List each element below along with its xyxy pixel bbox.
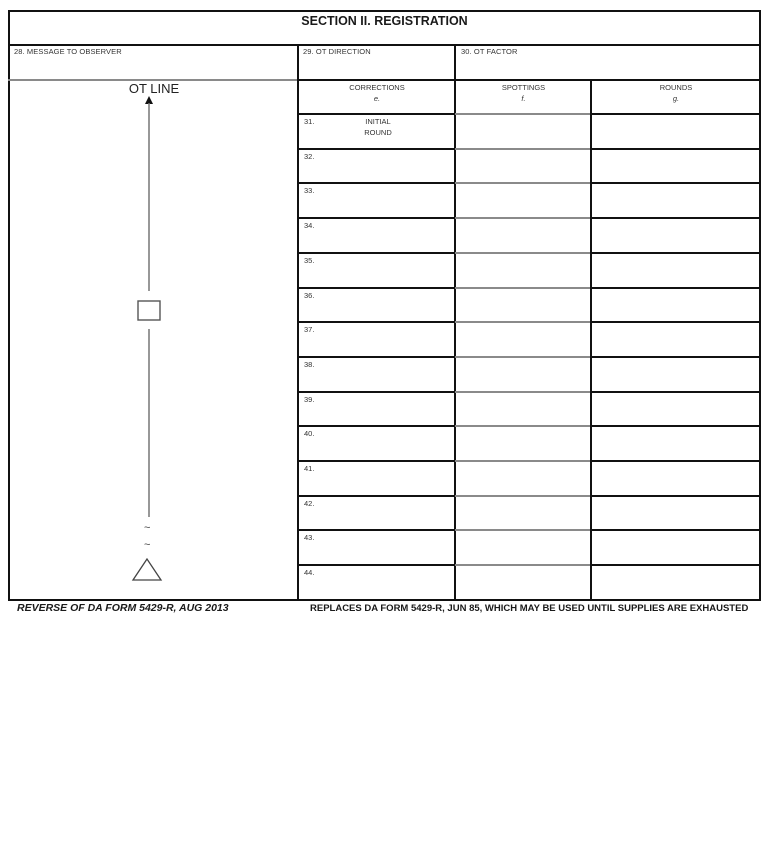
row-number: 33. — [304, 186, 315, 195]
spottings-cell[interactable] — [456, 566, 590, 598]
divider — [297, 79, 761, 81]
round-label: ROUND — [364, 128, 392, 137]
corrections-title: CORRECTIONS — [349, 83, 405, 92]
spottings-cell[interactable] — [456, 427, 590, 459]
rounds-cell[interactable] — [592, 254, 759, 286]
rounds-sub: g. — [672, 94, 680, 103]
rounds-cell[interactable] — [592, 427, 759, 459]
ot-line-diagram — [10, 95, 297, 595]
row-number: 43. — [304, 533, 315, 542]
spottings-cell[interactable] — [456, 358, 590, 390]
corrections-cell[interactable] — [299, 323, 454, 355]
row-number: 34. — [304, 221, 315, 230]
rounds-cell[interactable] — [592, 393, 759, 425]
ot-direction-field[interactable] — [300, 56, 454, 79]
row-number: 42. — [304, 499, 315, 508]
spottings-title: SPOTTINGS — [501, 83, 546, 92]
row-number: 35. — [304, 256, 315, 265]
rounds-cell[interactable] — [592, 566, 759, 598]
row-number: 40. — [304, 429, 315, 438]
row-number: 39. — [304, 395, 315, 404]
observer-square-icon — [138, 301, 160, 320]
rounds-cell[interactable] — [592, 497, 759, 529]
message-to-observer-field[interactable] — [10, 56, 297, 79]
rounds-header — [592, 82, 760, 104]
corrections-cell[interactable] — [299, 184, 454, 216]
break-tilde-icon: ~ — [144, 539, 151, 551]
corrections-cell[interactable] — [299, 254, 454, 286]
spottings-cell[interactable] — [456, 462, 590, 494]
row-number: 41. — [304, 464, 315, 473]
spottings-cell[interactable] — [456, 184, 590, 216]
corrections-cell[interactable] — [299, 566, 454, 598]
spottings-cell[interactable] — [456, 497, 590, 529]
rounds-cell[interactable] — [592, 462, 759, 494]
row-number: 38. — [304, 360, 315, 369]
ot-factor-label: 30. OT FACTOR — [461, 47, 518, 56]
message-to-observer-label: 28. MESSAGE TO OBSERVER — [14, 47, 122, 56]
corrections-cell[interactable] — [299, 358, 454, 390]
rounds-title: ROUNDS — [659, 83, 693, 92]
rounds-cell[interactable] — [592, 150, 759, 182]
rounds-cell[interactable] — [592, 323, 759, 355]
initial-label: INITIAL — [365, 117, 391, 126]
corrections-cell[interactable] — [299, 427, 454, 459]
section-title: SECTION II. REGISTRATION — [301, 14, 468, 28]
ot-line-label: OT LINE — [128, 81, 180, 96]
corrections-cell[interactable] — [299, 497, 454, 529]
ot-factor-field[interactable] — [457, 56, 759, 79]
spottings-sub: f. — [521, 94, 526, 103]
spottings-cell[interactable] — [456, 289, 590, 321]
corrections-cell[interactable] — [299, 219, 454, 251]
spottings-cell[interactable] — [456, 323, 590, 355]
initial-round-label — [350, 116, 406, 138]
replaces-note-footer: REPLACES DA FORM 5429-R, JUN 85, WHICH MAY BE USED UNTIL SUPPLIES ARE EXHAUSTED — [310, 603, 749, 614]
rounds-cell[interactable] — [592, 184, 759, 216]
row-number: 36. — [304, 291, 315, 300]
corrections-cell[interactable] — [299, 150, 454, 182]
rounds-cell[interactable] — [592, 115, 759, 147]
rounds-cell[interactable] — [592, 289, 759, 321]
spottings-cell[interactable] — [456, 150, 590, 182]
corrections-cell[interactable] — [299, 289, 454, 321]
corrections-header — [299, 82, 455, 104]
spottings-header — [456, 82, 591, 104]
rounds-cell[interactable] — [592, 531, 759, 563]
corrections-cell[interactable] — [299, 462, 454, 494]
ot-direction-label: 29. OT DIRECTION — [303, 47, 371, 56]
row-number: 31. — [304, 117, 315, 126]
row-number: 32. — [304, 152, 315, 161]
spottings-cell[interactable] — [456, 393, 590, 425]
spottings-cell[interactable] — [456, 531, 590, 563]
form-number-footer: REVERSE OF DA FORM 5429-R, AUG 2013 — [17, 602, 229, 614]
break-tilde-icon: ~ — [144, 522, 151, 534]
row-number: 37. — [304, 325, 315, 334]
spottings-cell[interactable] — [456, 115, 590, 147]
row-number: 44. — [304, 568, 315, 577]
divider — [8, 44, 761, 46]
spottings-cell[interactable] — [456, 219, 590, 251]
arrow-up-icon — [145, 96, 153, 291]
corrections-sub: e. — [373, 94, 381, 103]
corrections-cell[interactable] — [299, 393, 454, 425]
corrections-cell[interactable] — [299, 531, 454, 563]
rounds-cell[interactable] — [592, 219, 759, 251]
gun-triangle-icon — [133, 559, 161, 580]
rounds-cell[interactable] — [592, 358, 759, 390]
spottings-cell[interactable] — [456, 254, 590, 286]
